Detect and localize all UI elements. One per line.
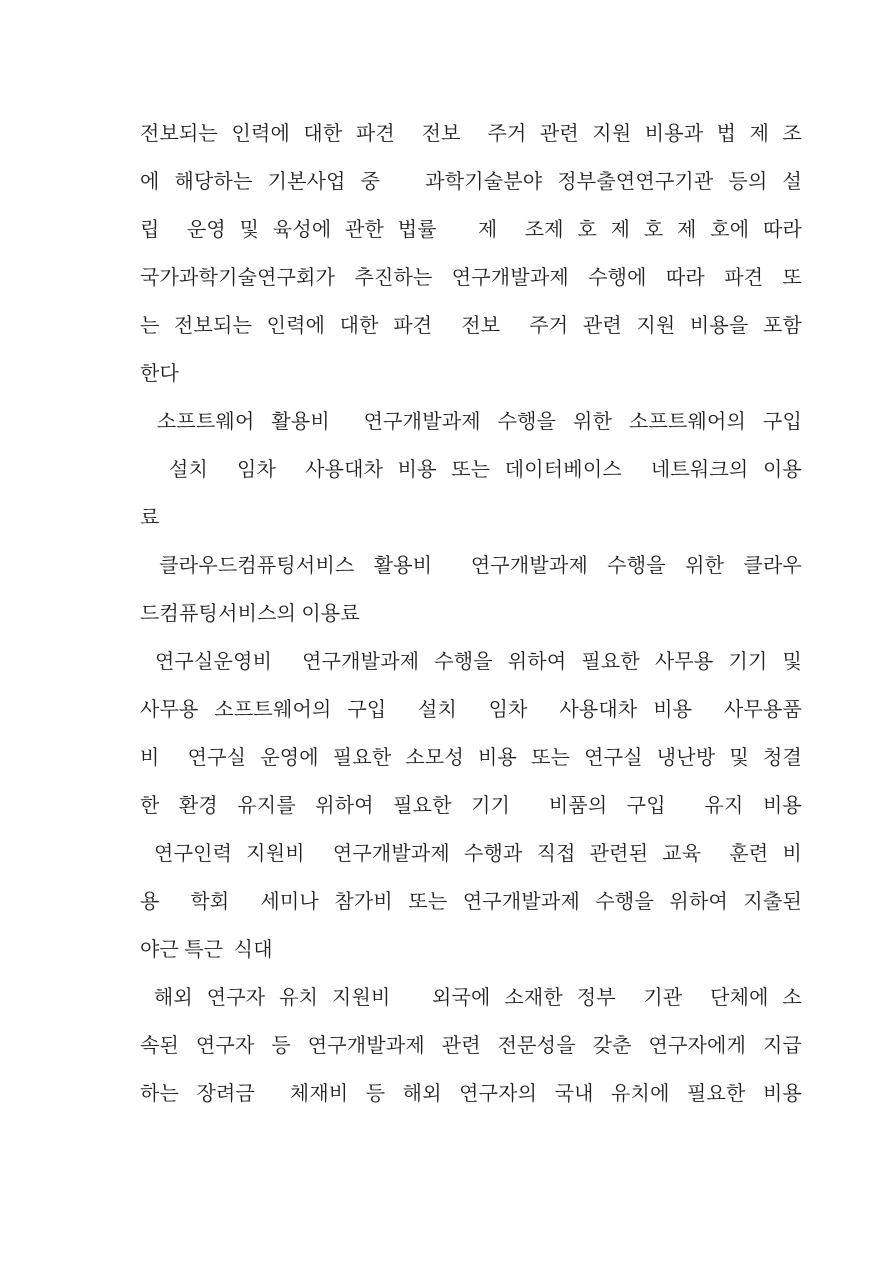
- document-text-block: [140, 110, 802, 1118]
- text-line: 드컴퓨팅서비스의 이용료: [140, 603, 360, 625]
- text-line: 하는 장려금 체재비 등 해외 연구자의 국내 유치에 필요한 비용: [140, 1083, 802, 1105]
- text-line: 료: [140, 507, 160, 529]
- text-line: 전보되는 인력에 대한 파견 전보 주거 관련 지원 비용과 법 제 조: [140, 123, 802, 145]
- text-line: 한다: [140, 363, 180, 385]
- text-line: 립 운영 및 육성에 관한 법률 제 조제 호 제 호 제 호에 따라: [140, 219, 802, 241]
- text-line: 속된 연구자 등 연구개발과제 관련 전문성을 갖춘 연구자에게 지급: [140, 1035, 802, 1057]
- text-line: 한 환경 유지를 위하여 필요한 기기 비품의 구입 유지 비용: [140, 795, 802, 817]
- text-line: 국가과학기술연구회가 추진하는 연구개발과제 수행에 따라 파견 또: [140, 267, 802, 289]
- text-line: 클라우드컴퓨팅서비스 활용비 연구개발과제 수행을 위한 클라우: [140, 555, 802, 577]
- text-line: 사무용 소프트웨어의 구입 설치 임차 사용대차 비용 사무용품: [140, 699, 802, 721]
- text-line: 해외 연구자 유치 지원비 외국에 소재한 정부 기관 단체에 소: [140, 987, 802, 1009]
- text-line: 야근 특근 식대: [140, 939, 273, 961]
- text-line: 비 연구실 운영에 필요한 소모성 비용 또는 연구실 냉난방 및 청결: [140, 747, 802, 769]
- text-line: 용 학회 세미나 참가비 또는 연구개발과제 수행을 위하여 지출된: [140, 891, 802, 913]
- text-line: 소프트웨어 활용비 연구개발과제 수행을 위한 소프트웨어의 구입: [140, 411, 802, 433]
- text-line: 연구인력 지원비 연구개발과제 수행과 직접 관련된 교육 훈련 비: [140, 843, 802, 865]
- text-line: 는 전보되는 인력에 대한 파견 전보 주거 관련 지원 비용을 포함: [140, 315, 802, 337]
- text-line: 설치 임차 사용대차 비용 또는 데이터베이스 네트워크의 이용: [140, 459, 802, 481]
- text-line: 에 해당하는 기본사업 중 과학기술분야 정부출연연구기관 등의 설: [140, 171, 802, 193]
- text-line: 연구실운영비 연구개발과제 수행을 위하여 필요한 사무용 기기 및: [140, 651, 803, 673]
